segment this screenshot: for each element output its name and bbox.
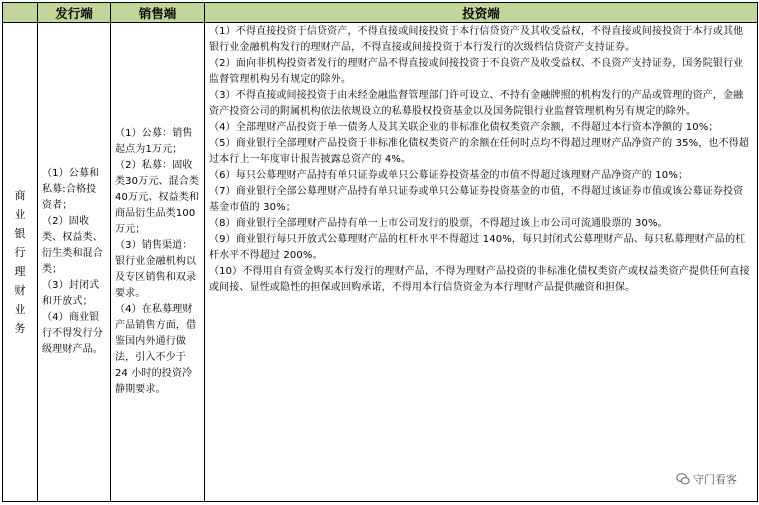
investment-item: （6）每只公募理财产品持有单只证券或单只公募证券投资基金的市值不得超过该理财产品净资产的 10%； xyxy=(209,170,689,181)
sales-item: （1）公募：销售起点为1万元； xyxy=(115,128,193,155)
regulation-table xyxy=(2,2,758,502)
investment-cell xyxy=(205,23,758,502)
investment-item: （5）商业银行全部理财产品投资于非标准化债权类资产的余额在任何时点均不得超过理财产品净资产的 35%，也不得超过本行上一年度审计报告披露总资产的 4%。 xyxy=(209,138,750,165)
issuance-cell xyxy=(38,23,111,502)
investment-item: （1）不得直接投资于信贷资产，不得直接或间接投资于本行信贷资产及其收受益权，不得直接或间接投资于本行或其他银行业金融机构发行的理财产品，不得直接或间接投资于本行发行的次级档信贷资产支持证券。 xyxy=(209,26,744,53)
investment-item: （3）不得直接或间接投资于由未经金融监督管理部门许可设立、不持有金融牌照的机构发行的产品或管理的资产，金融资产投资公司的附属机构依法依规设立的私募股权投资基金以及国务院银行业监督管理机构另有规定的除外。 xyxy=(209,90,744,117)
investment-item: （8）商业银行全部理财产品持有单一上市公司发行的股票，不得超过该上市公司可流通股票的 30%。 xyxy=(209,218,668,229)
investment-list xyxy=(209,24,753,296)
sales-item: （3）销售渠道：银行业金融机构以及专区销售和双录要求。 xyxy=(115,240,197,299)
issuance-item: （3）封闭式和开放式； xyxy=(42,280,100,307)
investment-item: （2）面向非机构投资者发行的理财产品不得直接或间接投资于不良资产及收受益权、不良资产支持证券，国务院银行业监督管理机构另有规定的除外。 xyxy=(209,58,744,85)
issuance-item: （4）商业银行不得发行分级理财产品。 xyxy=(42,312,103,355)
watermark-text: 守门看客 xyxy=(693,473,737,486)
category-cell xyxy=(3,23,38,502)
investment-item: （10）不得用自有资金购买本行发行的理财产品，不得为理财产品投资的非标准化债权类资产或权益类资产提供任何直接或间接、显性或隐性的担保或回购承诺，不得用本行信贷资金为本行理财产品提供融资和担保。 xyxy=(209,266,750,293)
header-issuance: 发行端 xyxy=(38,3,111,23)
sales-item: （2）私募：固收类30万元、混合类40万元、权益类和商品衍生品类100万元； xyxy=(115,160,200,235)
issuance-item: （1）公募和私募:合格投资者； xyxy=(42,168,100,211)
investment-item: （9）商业银行每只开放式公募理财产品的杠杆水平不得超过 140%，每只封闭式公募理财产品、每只私募理财产品的杠杆水平不得超过 200%。 xyxy=(209,234,746,261)
sales-cell xyxy=(111,23,205,502)
category-label xyxy=(3,186,37,338)
category-text: 商业银行理财业务 xyxy=(14,189,26,335)
watermark xyxy=(674,471,739,487)
header-investment: 投资端 xyxy=(205,3,758,23)
sales-item: （4）在私募理财产品销售方面，借鉴国内外通行做法，引入不少于 24 小时的投资冷静期要求。 xyxy=(115,304,197,395)
issuance-list xyxy=(42,166,106,358)
investment-item: （7）商业银行全部公募理财产品持有单只证券或单只公募证券投资基金的市值，不得超过该证券市值或该公募证券投资基金市值的 30%； xyxy=(209,186,744,213)
header-row xyxy=(3,3,758,23)
header-sales: 销售端 xyxy=(111,3,205,23)
sales-list xyxy=(115,126,200,398)
wechat-icon xyxy=(676,472,690,486)
investment-item: （4）全部理财产品投资于单一债务人及其关联企业的非标准化债权类资产余额，不得超过本行资本净额的 10%； xyxy=(209,122,719,133)
issuance-item: （2）固收类、权益类、衍生类和混合类； xyxy=(42,216,103,275)
header-blank xyxy=(3,3,38,23)
table-row xyxy=(3,23,758,502)
